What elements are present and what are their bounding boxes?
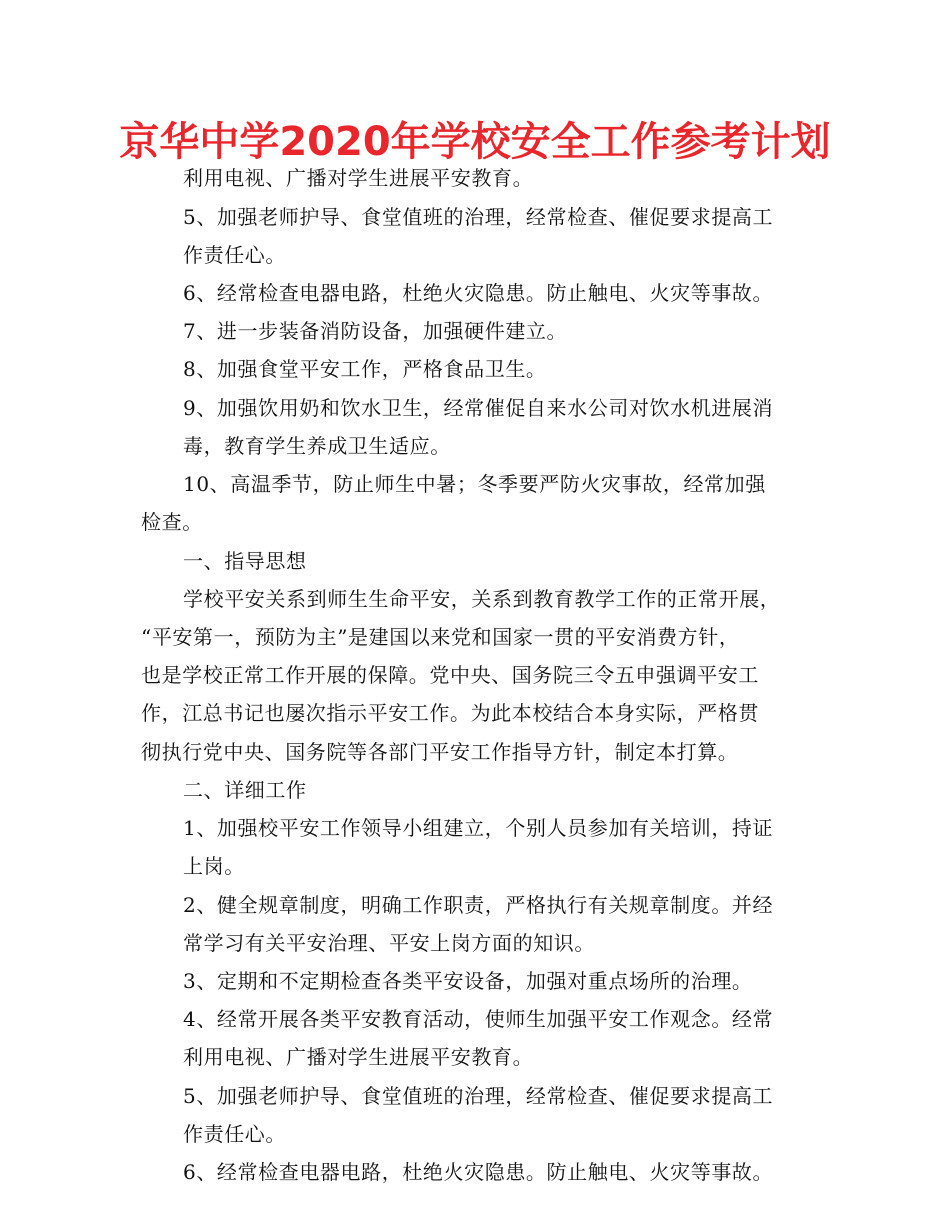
text-line: 上岗。	[183, 854, 245, 878]
text-line: 7、进一步装备消防设备，加强硬件建立。	[183, 319, 568, 343]
text-line: 10、高温季节，防止师生中暑；冬季要严防火灾事故，经常加强	[183, 472, 766, 496]
text-line: 作，江总书记也屡次指示平安工作。为此本校结合本身实际，严格贯	[141, 701, 759, 725]
text-line: 学校平安关系到师生生命平安，关系到教育教学工作的正常开展，	[183, 587, 781, 611]
section-heading: 一、指导思想	[183, 549, 307, 573]
text-line: 6、经常检查电器电路，杜绝火灾隐患。防止触电、火灾等事故。	[183, 281, 774, 305]
text-line: 利用电视、广播对学生进展平安教育。	[183, 1045, 534, 1069]
text-line: 1、加强校平安工作领导小组建立，个别人员参加有关培训，持证	[183, 816, 774, 840]
text-line: 常学习有关平安治理、平安上岗方面的知识。	[183, 931, 595, 955]
text-line: 5、加强老师护导、食堂值班的治理，经常检查、催促要求提高工	[183, 1084, 774, 1108]
text-line: 3、定期和不定期检查各类平安设备，加强对重点场所的治理。	[183, 969, 753, 993]
text-line: 利用电视、广播对学生进展平安教育。	[183, 166, 534, 190]
text-line: 作责任心。	[183, 243, 286, 267]
text-line: 毒，教育学生养成卫生适应。	[183, 434, 451, 458]
text-line: “平安第一，预防为主”是建国以来党和国家一贯的平安消费方针，	[141, 625, 740, 649]
text-line: 检查。	[141, 510, 203, 534]
text-line: 彻执行党中央、国务院等各部门平安工作指导方针，制定本打算。	[141, 740, 739, 764]
text-line: 6、经常检查电器电路，杜绝火灾隐患。防止触电、火灾等事故。	[183, 1160, 774, 1184]
text-line: 8、加强食堂平安工作，严格食品卫生。	[183, 357, 547, 381]
text-line: 2、健全规章制度，明确工作职责，严格执行有关规章制度。并经	[183, 893, 774, 917]
text-line: 作责任心。	[183, 1122, 286, 1146]
text-line: 4、经常开展各类平安教育活动，使师生加强平安工作观念。经常	[183, 1007, 774, 1031]
document-title: 京华中学2020年学校安全工作参考计划	[119, 119, 831, 165]
section-heading: 二、详细工作	[183, 778, 307, 802]
text-line: 5、加强老师护导、食堂值班的治理，经常检查、催促要求提高工	[183, 205, 774, 229]
text-line: 9、加强饮用奶和饮水卫生，经常催促自来水公司对饮水机进展消	[183, 396, 774, 420]
text-line: 也是学校正常工作开展的保障。党中央、国务院三令五申强调平安工	[141, 663, 759, 687]
